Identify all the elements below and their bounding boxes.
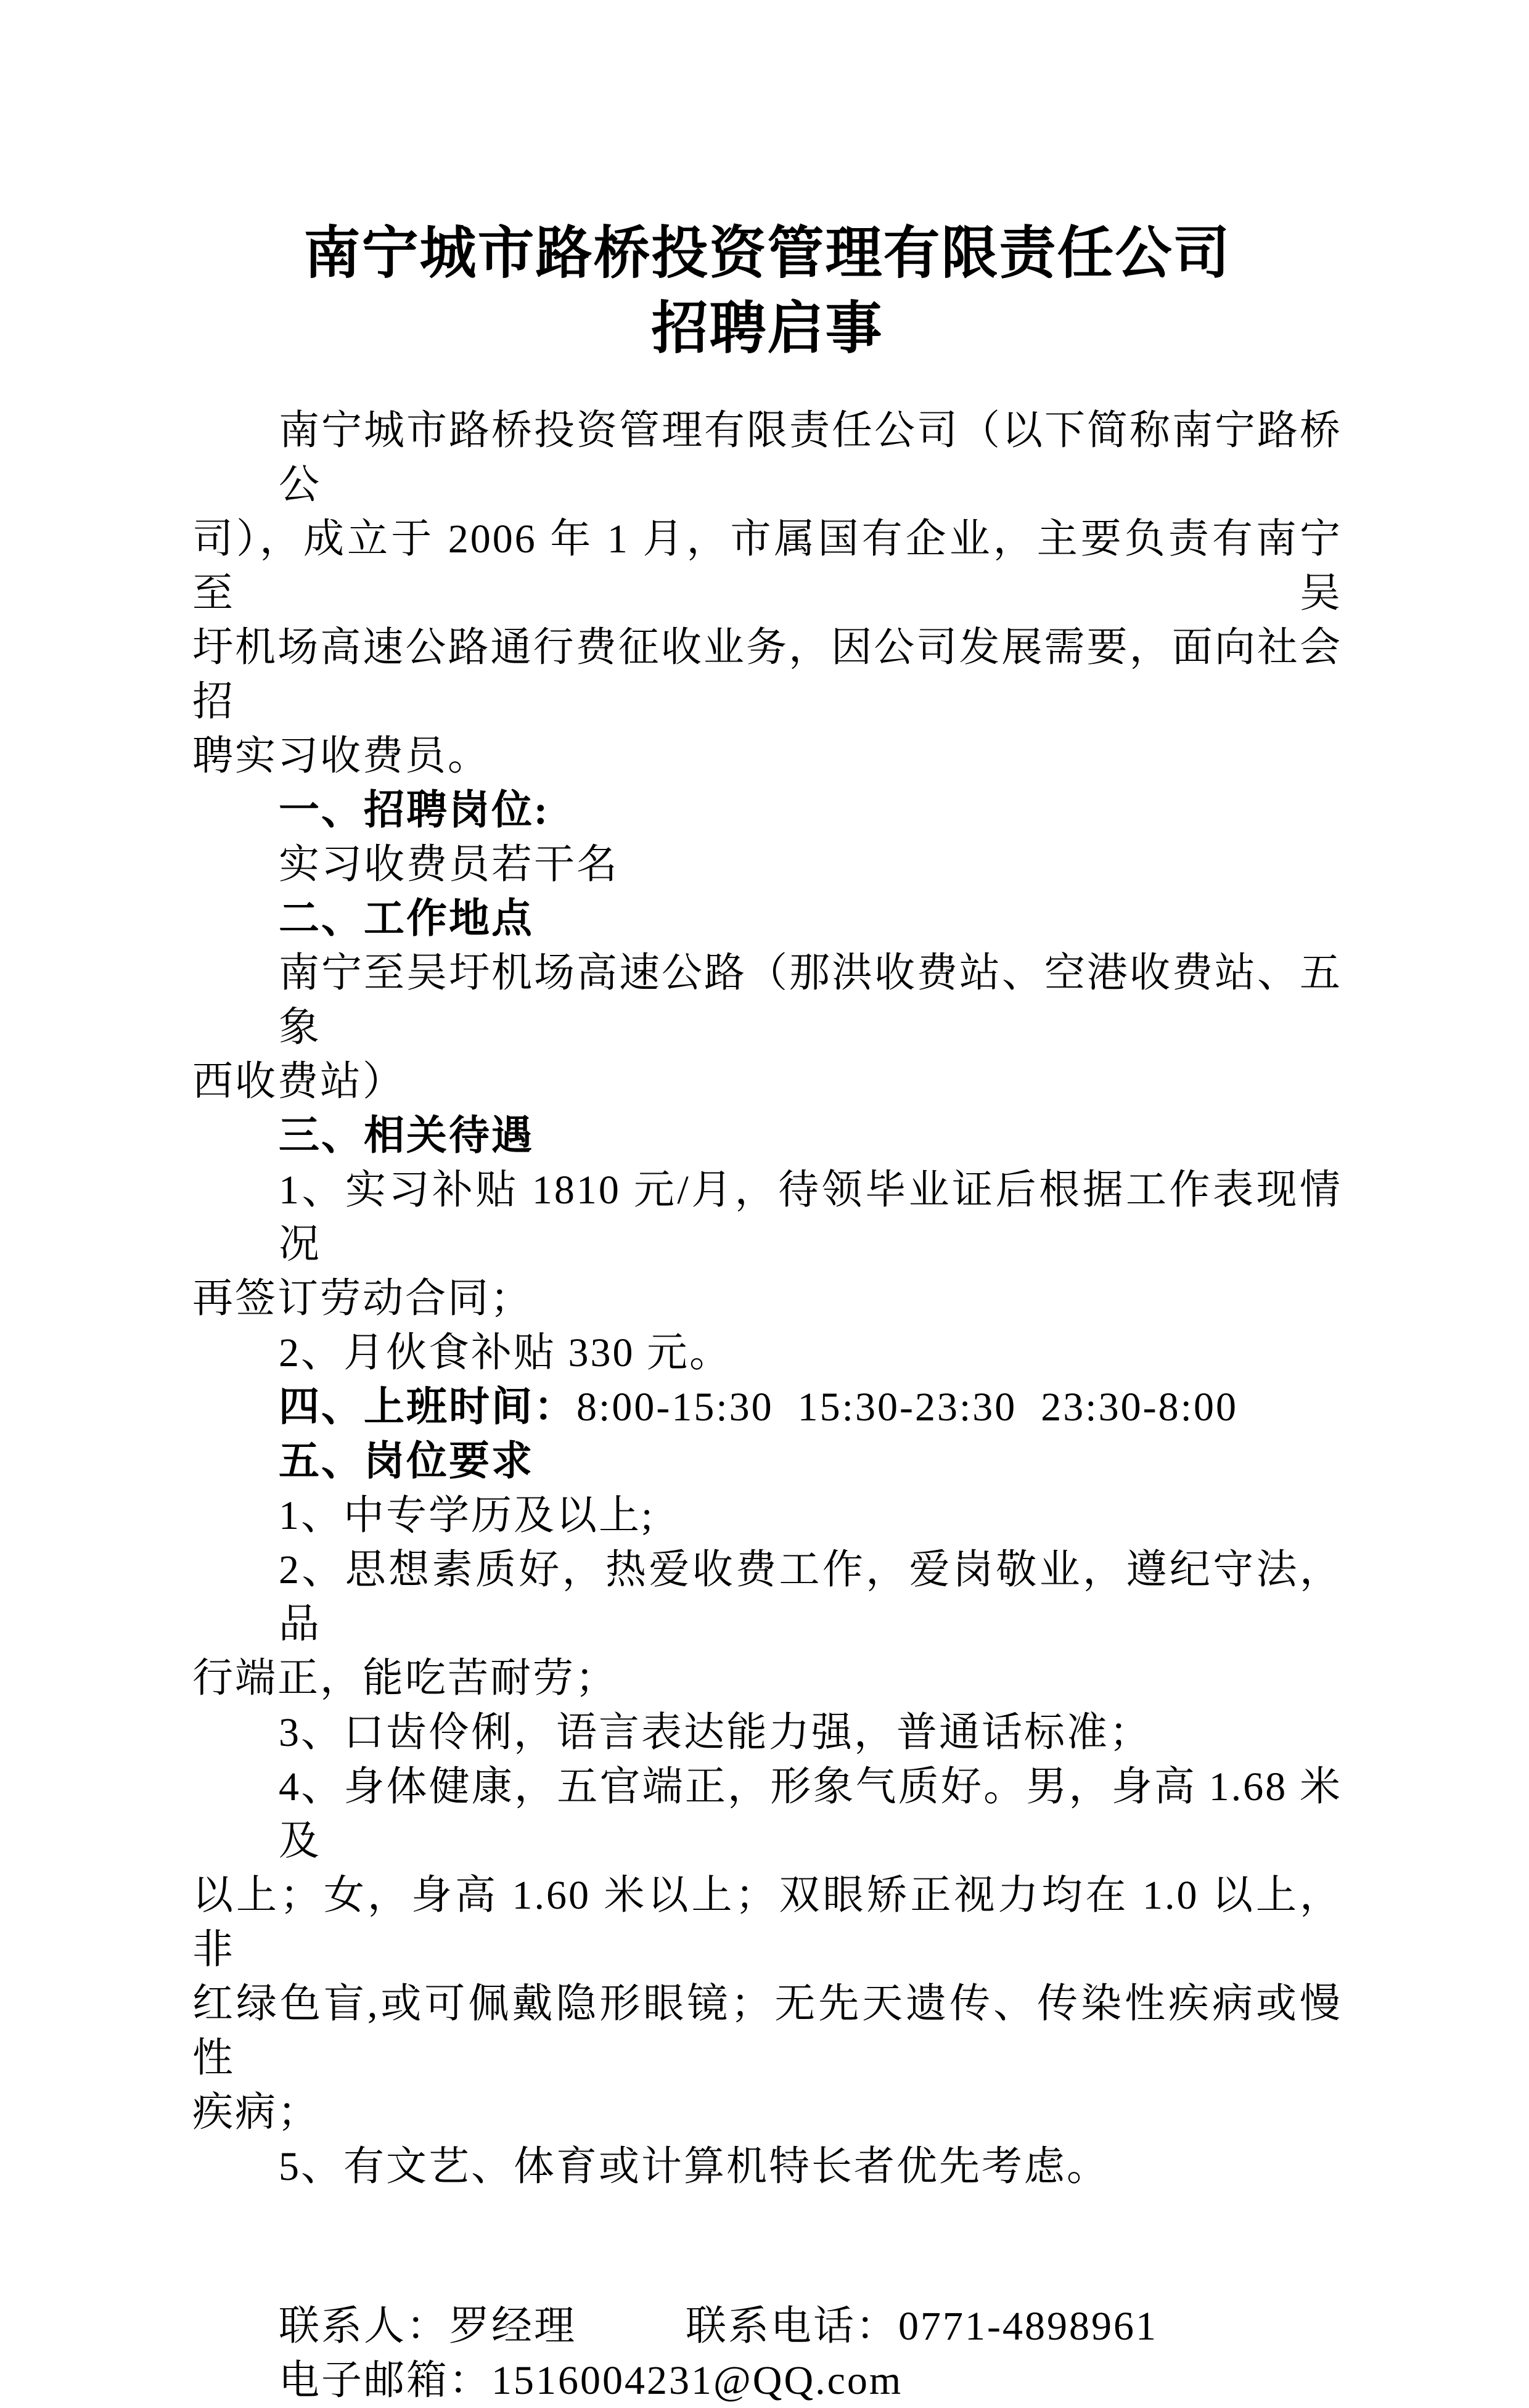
section-5-item-4-line-3: 红绿色盲,或可佩戴隐形眼镜；无先天遗传、传染性疾病或慢性	[192, 1981, 1342, 2081]
section-2-body-line-2: 西收费站）	[192, 1059, 405, 1104]
contact-block	[192, 2299, 1342, 2408]
section-3-item-2: 2、月伙食补贴 330 元。	[279, 1330, 732, 1375]
document-page	[0, 216, 1529, 2403]
section-4-line	[192, 1380, 1342, 1435]
section-3-item-1-line-1: 1、实习补贴 1810 元/月，待领毕业证后根据工作表现情况	[279, 1168, 1342, 1267]
section-3-item-1-line-2: 再签订劳动合同；	[192, 1276, 533, 1321]
section-4-heading: 四、上班时间：	[279, 1385, 576, 1430]
section-5-item-4-line-4: 疾病；	[192, 2090, 320, 2135]
section-5-item-3: 3、口齿伶俐，语言表达能力强，普通话标准；	[279, 1710, 1152, 1755]
intro-line-2: 司），成立于 2006 年 1 月，市属国有企业，主要负责有南宁至吴	[192, 517, 1342, 616]
section-5-item-2-line-1: 2、思想素质好，热爱收费工作，爱岗敬业，遵纪守法，品	[279, 1547, 1342, 1647]
contact-person: 联系人：罗经理	[279, 2304, 576, 2349]
intro-line-3: 圩机场高速公路通行费征收业务，因公司发展需要，面向社会招	[192, 625, 1342, 724]
document-body	[192, 404, 1342, 2194]
contact-phone: 联系电话：0771-4898961	[686, 2304, 1158, 2349]
section-4-times: 8:00-15:30 15:30-23:30 23:30-8:00	[576, 1385, 1238, 1430]
section-1-heading: 一、招聘岗位:	[279, 788, 549, 833]
document-title-line1: 南宁城市路桥投资管理有限责任公司	[303, 222, 1231, 285]
section-3-heading: 三、相关待遇	[279, 1113, 534, 1158]
section-5-item-4-line-1: 4、身体健康，五官端正，形象气质好。男，身高 1.68 米及	[279, 1764, 1342, 1864]
document-title-line2: 招聘启事	[651, 297, 883, 360]
intro-line-4: 聘实习收费员。	[192, 734, 490, 779]
section-5-item-2-line-2: 行端正，能吃苦耐劳；	[192, 1656, 618, 1701]
section-5-item-4-line-2: 以上；女，身高 1.60 米以上；双眼矫正视力均在 1.0 以上，非	[192, 1873, 1342, 1972]
section-2-heading: 二、工作地点	[279, 896, 534, 941]
section-5-heading: 五、岗位要求	[279, 1439, 534, 1484]
section-1-body: 实习收费员若干名	[279, 842, 619, 887]
contact-row	[192, 2299, 1342, 2354]
intro-line-1: 南宁城市路桥投资管理有限责任公司（以下简称南宁路桥公	[279, 408, 1342, 507]
section-5-item-1: 1、中专学历及以上;	[279, 1493, 655, 1538]
section-5-item-5: 5、有文艺、体育或计算机特长者优先考虑。	[279, 2144, 1109, 2189]
section-2-body-line-1: 南宁至吴圩机场高速公路（那洪收费站、空港收费站、五象	[279, 951, 1342, 1050]
contact-email: 电子邮箱：1516004231@QQ.com	[279, 2358, 903, 2403]
